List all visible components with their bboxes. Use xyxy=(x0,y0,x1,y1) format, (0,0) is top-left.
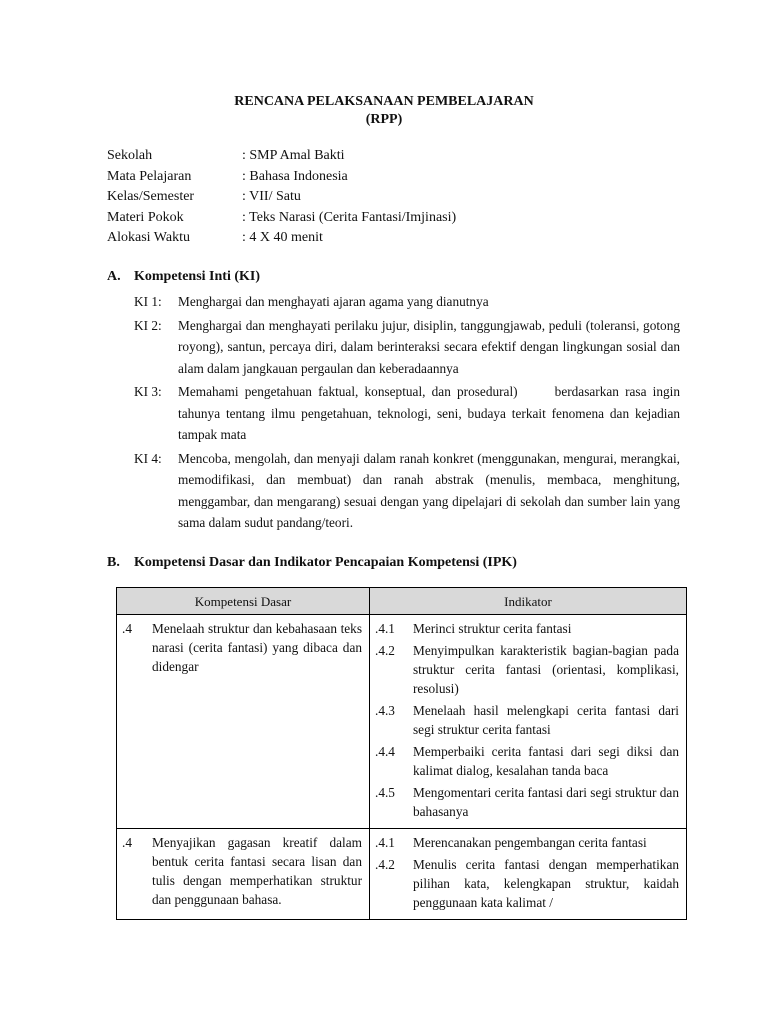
ki-text: Mencoba, mengolah, dan menyaji dalam ranah konkret (menggunakan, mengurai, merangkai, memodifikasi, dan membuat) dan ranah abstrak (menulis, membaca, menghitung, menggambar, dan mengarang) sesuai dengan yang dipelajari di sekolah dan sumber lain yang sama dalam sudut pandang/teori. xyxy=(178,450,680,530)
ki-text: Memahami pengetahuan faktual, konseptual, dan prosedural) berdasarkan rasa ingin tahunya tentang ilmu pengetahuan, teknologi, seni, budaya terkait fenomena dan kejadian tampak mata xyxy=(178,384,684,442)
kd-number: .4 xyxy=(122,621,132,636)
identity-key: Mata Pelajaran xyxy=(107,168,192,184)
ki-text: Menghargai dan menghayati perilaku jujur, disiplin, tanggungjawab, peduli (toleransi, gotong royong), santun, percaya diri, dalam berinteraksi secara efektif dengan lingkungan sosial dan alam dalam jangkauan pergaulan dan keberadaannya xyxy=(178,317,680,376)
indicator-text: Menulis cerita fantasi dengan memperhatikan pilihan kata, kelengkapan struktur, kaidah penggunaan kata kalimat / xyxy=(413,857,679,910)
identity-row xyxy=(107,228,456,249)
ki-text: Menghargai dan menghayati ajaran agama yang dianutnya xyxy=(178,294,489,309)
ki-list xyxy=(134,291,684,536)
indicator-text: Menelaah hasil melengkapi cerita fantasi dari segi struktur cerita fantasi xyxy=(413,703,679,737)
identity-value: : Bahasa Indonesia xyxy=(242,168,348,184)
document-title: RENCANA PELAKSANAAN PEMBELAJARAN xyxy=(234,94,534,109)
ki-item xyxy=(134,448,680,534)
table-row xyxy=(117,829,687,920)
ki-label: KI 2: xyxy=(134,317,162,333)
indicator-number: .4.2 xyxy=(375,857,395,872)
ki-label: KI 3: xyxy=(134,384,162,399)
identity-key: Sekolah xyxy=(107,148,153,163)
indicator-item xyxy=(375,855,679,912)
ki-label: KI 4: xyxy=(134,450,162,466)
ki-item xyxy=(134,315,680,380)
ki-item xyxy=(134,381,684,446)
indicator-item xyxy=(375,641,679,698)
table-row xyxy=(117,615,687,829)
indicator-item xyxy=(375,742,679,780)
indicator-text: Merinci struktur cerita fantasi xyxy=(413,621,572,636)
identity-row xyxy=(107,146,456,167)
indicator-text: Menyimpulkan karakteristik bagian-bagian pada struktur cerita fantasi (orientasi, komplikasi, resolusi) xyxy=(413,643,679,696)
indicator-text: Mengomentari cerita fantasi dari segi struktur dan bahasanya xyxy=(413,785,679,819)
identity-row xyxy=(107,208,456,229)
identity-row xyxy=(107,167,456,188)
identity-key: Materi Pokok xyxy=(107,209,184,225)
identity-key: Alokasi Waktu xyxy=(107,230,190,245)
indicator-number: .4.5 xyxy=(375,785,395,800)
identity-value: : 4 X 40 menit xyxy=(242,230,323,245)
document-subtitle: (RPP) xyxy=(365,112,403,127)
identity-row xyxy=(107,187,456,208)
identity-block xyxy=(107,146,456,249)
indicator-item xyxy=(375,833,679,852)
kd-indicator-table xyxy=(116,587,687,920)
indicator-item xyxy=(375,701,679,739)
kd-cell xyxy=(117,615,370,829)
ki-label: KI 1: xyxy=(134,294,162,309)
indicator-number: .4.1 xyxy=(375,621,395,636)
identity-key: Kelas/Semester xyxy=(107,189,195,204)
indicator-number: .4.1 xyxy=(375,835,395,850)
section-title: Kompetensi Inti (KI) xyxy=(134,269,260,284)
section-title: Kompetensi Dasar dan Indikator Pencapaian Kompetensi (IPK) xyxy=(134,555,517,570)
section-b-heading xyxy=(107,554,517,572)
section-a-heading xyxy=(107,268,260,286)
identity-value: : VII/ Satu xyxy=(242,189,301,204)
section-number: B. xyxy=(107,555,120,570)
kd-text: Menelaah struktur dan kebahasaan teks narasi (cerita fantasi) yang dibaca dan didengar xyxy=(152,621,362,674)
identity-value: : Teks Narasi (Cerita Fantasi/Imjinasi) xyxy=(242,209,457,225)
indicator-number: .4.3 xyxy=(375,703,395,718)
indicator-item xyxy=(375,783,679,821)
indicator-cell xyxy=(370,829,687,920)
table-header-row xyxy=(117,588,687,615)
kd-number: .4 xyxy=(122,835,132,850)
column-header-kd: Kompetensi Dasar xyxy=(117,588,370,615)
column-header-indicator: Indikator xyxy=(370,588,687,615)
identity-value: : SMP Amal Bakti xyxy=(242,148,345,163)
indicator-number: .4.2 xyxy=(375,643,395,658)
section-number: A. xyxy=(107,269,121,284)
indicator-cell xyxy=(370,615,687,829)
kd-cell xyxy=(117,829,370,920)
ki-item xyxy=(134,291,680,313)
indicator-number: .4.4 xyxy=(375,744,395,759)
indicator-text: Merencanakan pengembangan cerita fantasi xyxy=(413,835,647,850)
kd-text: Menyajikan gagasan kreatif dalam bentuk cerita fantasi secara lisan dan tulis dengan memperhatikan struktur dan penggunaan bahasa. xyxy=(152,835,362,907)
indicator-text: Memperbaiki cerita fantasi dari segi diksi dan kalimat dialog, kesalahan tanda baca xyxy=(413,744,679,778)
indicator-item xyxy=(375,619,679,638)
